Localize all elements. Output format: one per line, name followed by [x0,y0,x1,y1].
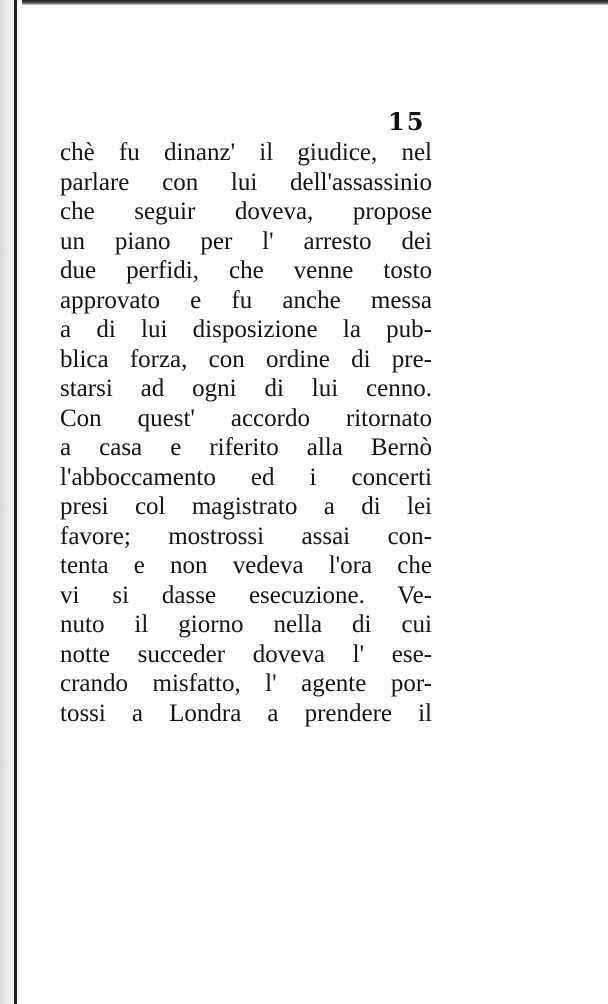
text-line: vi si dasse esecuzione. Ve- [60,581,432,609]
text-line: chè fu dinanz' il giudice, nel [60,139,432,166]
text-line: parlare con lui dell'assassinio [60,168,432,196]
text-line: Con quest' accordo ritornato [60,404,432,432]
page-top-edge [0,0,608,5]
page-number: 15 [388,107,426,136]
text-line: a di lui disposizione la pub- [60,316,432,343]
body-text [60,138,432,728]
text-line: che seguir doveva, propose [60,198,432,225]
text-line: starsi ad ogni di lui cenno. [60,375,432,402]
page-gutter-shadow [0,0,22,1004]
text-line: un piano per l' arresto dei [60,227,432,255]
text-line: presi col magistrato a di lei [60,493,432,520]
binding-edge-line [14,0,17,1004]
text-line: notte succeder doveva l' ese- [60,640,432,668]
text-line: favore; mostrossi assai con- [60,522,432,550]
text-line: tenta e non vedeva l'ora che [60,552,432,579]
text-line: blica forza, con ordine di pre- [60,345,432,373]
text-line: crando misfatto, l' agente por- [60,670,432,697]
text-line: approvato e fu anche messa [60,286,432,314]
text-line: tossi a Londra a prendere il [60,699,432,727]
text-line: a casa e riferito alla Bernò [60,434,432,461]
text-line: due perfidi, che venne tosto [60,257,432,284]
text-line: l'abboccamento ed i concerti [60,463,432,491]
text-line: nuto il giorno nella di cui [60,611,432,638]
